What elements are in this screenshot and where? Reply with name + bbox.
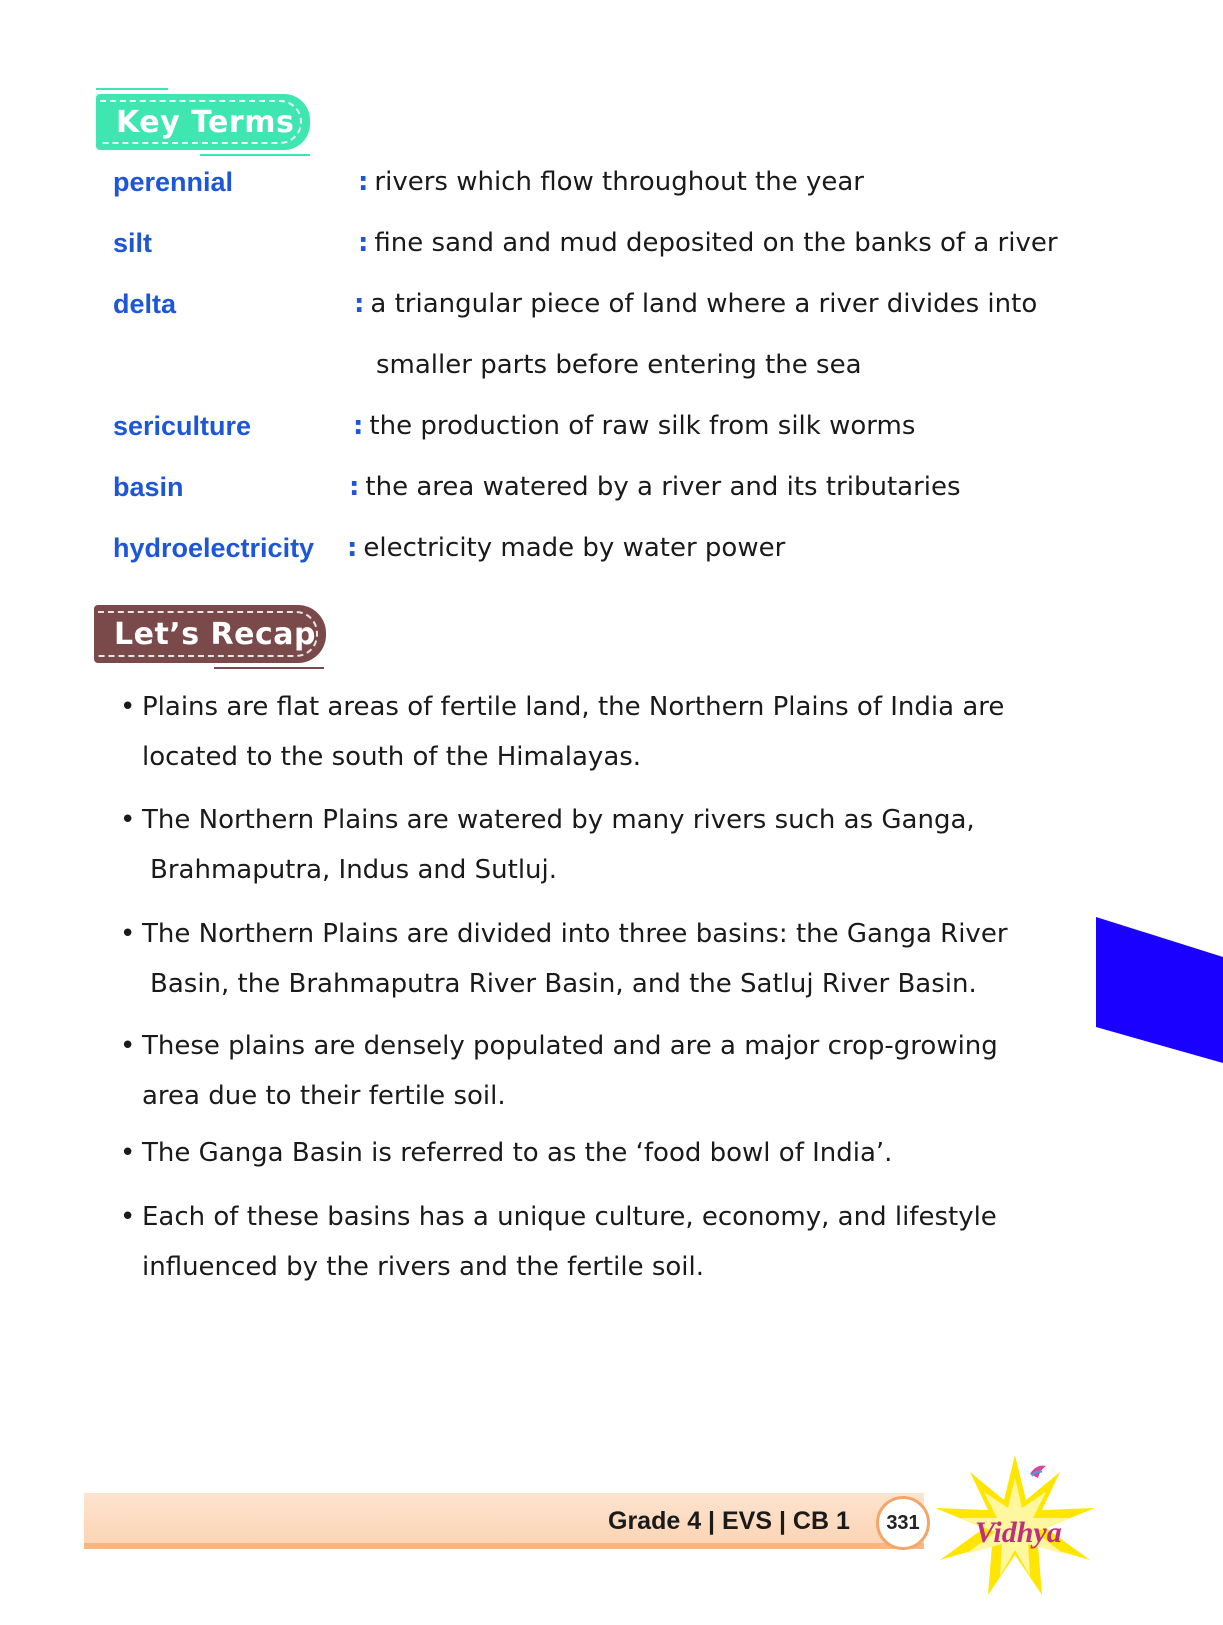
term-word: delta (113, 289, 177, 319)
term-definition (347, 532, 785, 564)
recap-heading (94, 605, 326, 663)
term-definition (358, 166, 864, 198)
term-word: perennial (113, 167, 234, 197)
term-definition-text: the area watered by a river and its tributaries (365, 472, 961, 502)
recap-line: The Ganga Basin is referred to as the ‘food bowl of India’. (142, 1138, 893, 1168)
term-colon: : (358, 228, 369, 258)
bullet-dot: • (120, 919, 136, 949)
recap-line: located to the south of the Himalayas. (142, 742, 642, 772)
recap-line: These plains are densely populated and are a major crop-growing (142, 1031, 998, 1061)
recap-line: Brahmaputra, Indus and Sutluj. (150, 855, 558, 885)
bullet-dot: • (120, 692, 136, 722)
badge-line (200, 154, 310, 156)
recap-item (120, 909, 1008, 1009)
term-word: hydroelectricity (113, 533, 315, 563)
term-word: basin (113, 472, 184, 502)
recap-item (120, 1128, 892, 1178)
badge-line (96, 88, 168, 90)
term-definition-text: electricity made by water power (363, 533, 786, 563)
term-definition-text: the production of raw silk from silk worms (369, 411, 916, 441)
term-definition-continuation: smaller parts before entering the sea (376, 350, 862, 380)
recap-line: influenced by the rivers and the fertile soil. (142, 1252, 704, 1282)
bullet-dot: • (120, 805, 136, 835)
term-definition (354, 288, 1037, 320)
footer-bar-edge (84, 1543, 924, 1549)
badge-line (214, 667, 324, 669)
recap-line: Plains are flat areas of fertile land, the Northern Plains of India are (142, 692, 1005, 722)
term-colon: : (354, 289, 365, 319)
term-definition (353, 410, 915, 442)
recap-item (120, 795, 975, 895)
key-terms-heading (96, 94, 310, 150)
recap-line: Each of these basins has a unique culture, economy, and lifestyle (142, 1202, 997, 1232)
term-definition-text: rivers which flow throughout the year (374, 167, 864, 197)
recap-line: area due to their fertile soil. (142, 1081, 506, 1111)
term-word: silt (113, 228, 153, 258)
key-terms-heading-text: Key Terms (116, 104, 295, 140)
bullet-dot: • (120, 1138, 136, 1168)
recap-item (120, 682, 1004, 782)
term-definition-text: fine sand and mud deposited on the banks of a river (374, 228, 1058, 258)
page-number: 331 (876, 1496, 930, 1550)
term-definition-text: a triangular piece of land where a river divides into (370, 289, 1038, 319)
vidhya-logo (930, 1450, 1100, 1600)
term-colon: : (358, 167, 369, 197)
term-colon: : (353, 411, 364, 441)
bullet-dot: • (120, 1202, 136, 1232)
term-definition (358, 227, 1058, 259)
term-word: sericulture (113, 411, 252, 441)
term-colon: : (347, 533, 358, 563)
chapter-side-tab (1096, 917, 1223, 1063)
recap-line: The Northern Plains are watered by many rivers such as Ganga, (142, 805, 975, 835)
recap-item (120, 1192, 997, 1292)
footer-label: Grade 4 | EVS | CB 1 (608, 1507, 850, 1535)
bullet-dot: • (120, 1031, 136, 1061)
term-colon: : (349, 472, 360, 502)
recap-item (120, 1021, 998, 1121)
recap-line: The Northern Plains are divided into three basins: the Ganga River (142, 919, 1008, 949)
recap-heading-text: Let’s Recap (114, 616, 316, 652)
term-definition (349, 471, 961, 503)
logo-wordmark: Vidhya (975, 1516, 1062, 1549)
recap-line: Basin, the Brahmaputra River Basin, and the Satluj River Basin. (150, 969, 977, 999)
